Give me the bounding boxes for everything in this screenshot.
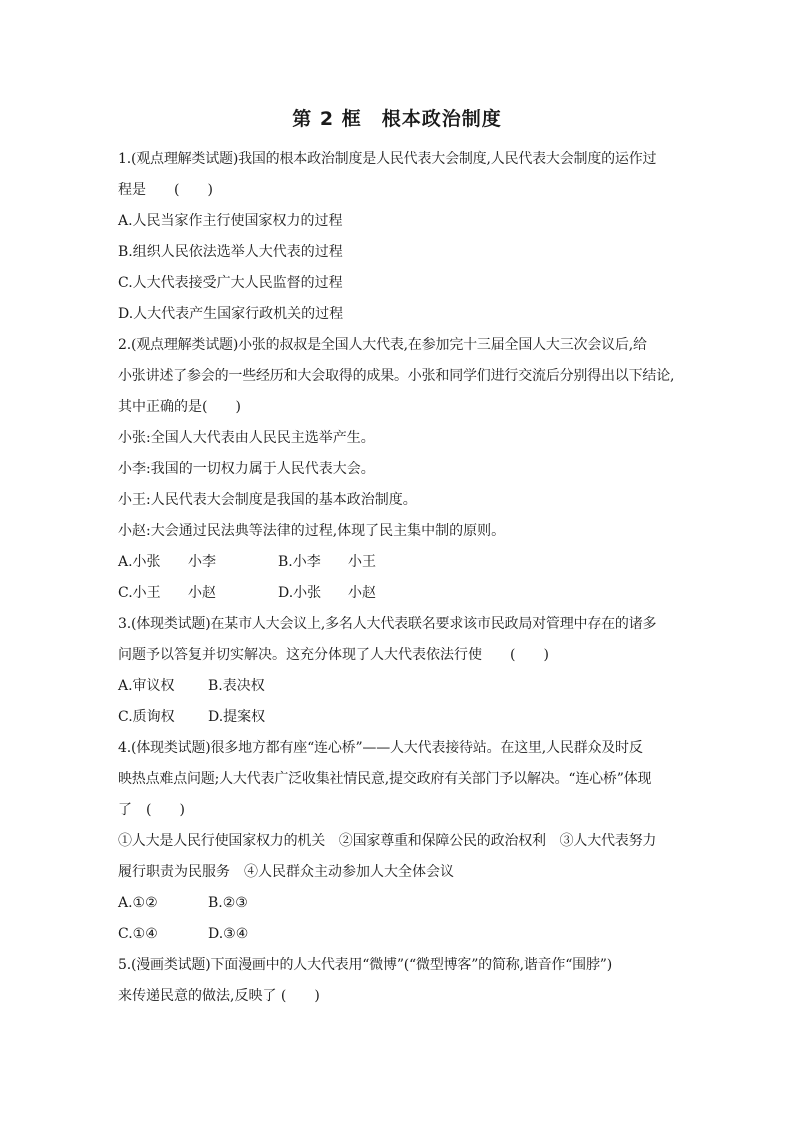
question-3-option-c: C.质询权: [118, 709, 175, 725]
question-3-option-b: B.表决权: [208, 678, 265, 694]
question-4-stem-line-2: 映热点难点问题;人大代表广泛收集社情民意,提交政府有关部门予以解决。“连心桥”体现: [118, 771, 652, 787]
question-1-stem-line-2: 程是 ( ): [118, 182, 213, 198]
question-2-option-b-label: B.小李: [278, 554, 321, 570]
question-1-option-b: B.组织人民依法选举人大代表的过程: [118, 244, 343, 260]
question-3: [118, 609, 678, 733]
question-2-option-d-second: 小赵: [348, 585, 376, 601]
question-2: [118, 330, 678, 609]
question-3-stem-line-2: 问题予以答复并切实解决。这充分体现了人大代表依法行使 ( ): [118, 647, 549, 663]
page-title: 第 2 框 根本政治制度: [292, 108, 502, 130]
question-2-option-a-label: A.小张: [118, 554, 161, 570]
question-3-stem-line-1: 3.(体现类试题)在某市人大会议上,多名人大代表联名要求该市民政局对管理中存在的诸多: [118, 616, 657, 632]
question-4-option-b: B.②③: [208, 895, 248, 911]
question-2-option-c-second: 小赵: [188, 585, 216, 601]
question-2-option-d-label: D.小张: [278, 585, 322, 601]
question-2-statement-li: 小李:我国的一切权力属于人民代表大会。: [118, 461, 375, 477]
question-2-statement-zhang: 小张:全国人大代表由人民民主选举产生。: [118, 430, 375, 446]
question-4-choices-line-2: 履行职责为民服务 ④人民群众主动参加人大全体会议: [118, 864, 454, 880]
question-4: [118, 733, 678, 950]
question-4-stem-line-3: 了 ( ): [118, 802, 185, 818]
question-2-options-row-1: [118, 547, 678, 578]
question-4-option-c: C.①④: [118, 926, 158, 942]
question-2-stem-line-2: 小张讲述了参会的一些经历和大会取得的成果。小张和同学们进行交流后分别得出以下结论,: [118, 368, 675, 384]
question-2-stem-line-1: 2.(观点理解类试题)小张的叔叔是全国人大代表,在参加完十三届全国人大三次会议后,给: [118, 337, 647, 353]
question-2-statement-wang: 小王:人民代表大会制度是我国的基本政治制度。: [118, 492, 417, 508]
question-3-option-d: D.提案权: [208, 709, 266, 725]
question-list: [118, 144, 678, 1012]
question-4-choices-line-1: ①人大是人民行使国家权力的机关 ②国家尊重和保障公民的政治权利 ③人大代表努力: [118, 833, 657, 849]
question-2-option-a-second: 小李: [188, 554, 216, 570]
question-4-options-row-2: [118, 919, 678, 950]
question-1-option-c: C.人大代表接受广大人民监督的过程: [118, 275, 343, 291]
question-4-options-row-1: [118, 888, 678, 919]
question-4-option-d: D.③④: [208, 926, 249, 942]
question-2-statement-zhao: 小赵:大会通过民法典等法律的过程,体现了民主集中制的原则。: [118, 523, 506, 539]
question-2-stem-line-3: 其中正确的是( ): [118, 399, 241, 415]
question-4-stem-line-1: 4.(体现类试题)很多地方都有座“连心桥”——人大代表接待站。在这里,人民群众及时反: [118, 740, 643, 756]
question-5: [118, 950, 678, 1012]
question-2-option-c-label: C.小王: [118, 585, 161, 601]
question-5-stem-line-2: 来传递民意的做法,反映了 ( ): [118, 988, 320, 1004]
question-3-options-row-1: [118, 671, 678, 702]
question-2-options-row-2: [118, 578, 678, 609]
question-4-option-a: A.①②: [118, 895, 158, 911]
question-1-option-a: A.人民当家作主行使国家权力的过程: [118, 213, 343, 229]
question-1-option-d: D.人大代表产生国家行政机关的过程: [118, 306, 344, 322]
question-3-option-a: A.审议权: [118, 678, 175, 694]
question-1: [118, 144, 678, 330]
question-1-stem-line-1: 1.(观点理解类试题)我国的根本政治制度是人民代表大会制度,人民代表大会制度的运作过: [118, 151, 657, 167]
question-3-options-row-2: [118, 702, 678, 733]
question-2-option-b-second: 小王: [348, 554, 376, 570]
question-5-stem-line-1: 5.(漫画类试题)下面漫画中的人大代表用“微博”(“微型博客”的简称,谐音作“围脖”): [118, 957, 612, 973]
